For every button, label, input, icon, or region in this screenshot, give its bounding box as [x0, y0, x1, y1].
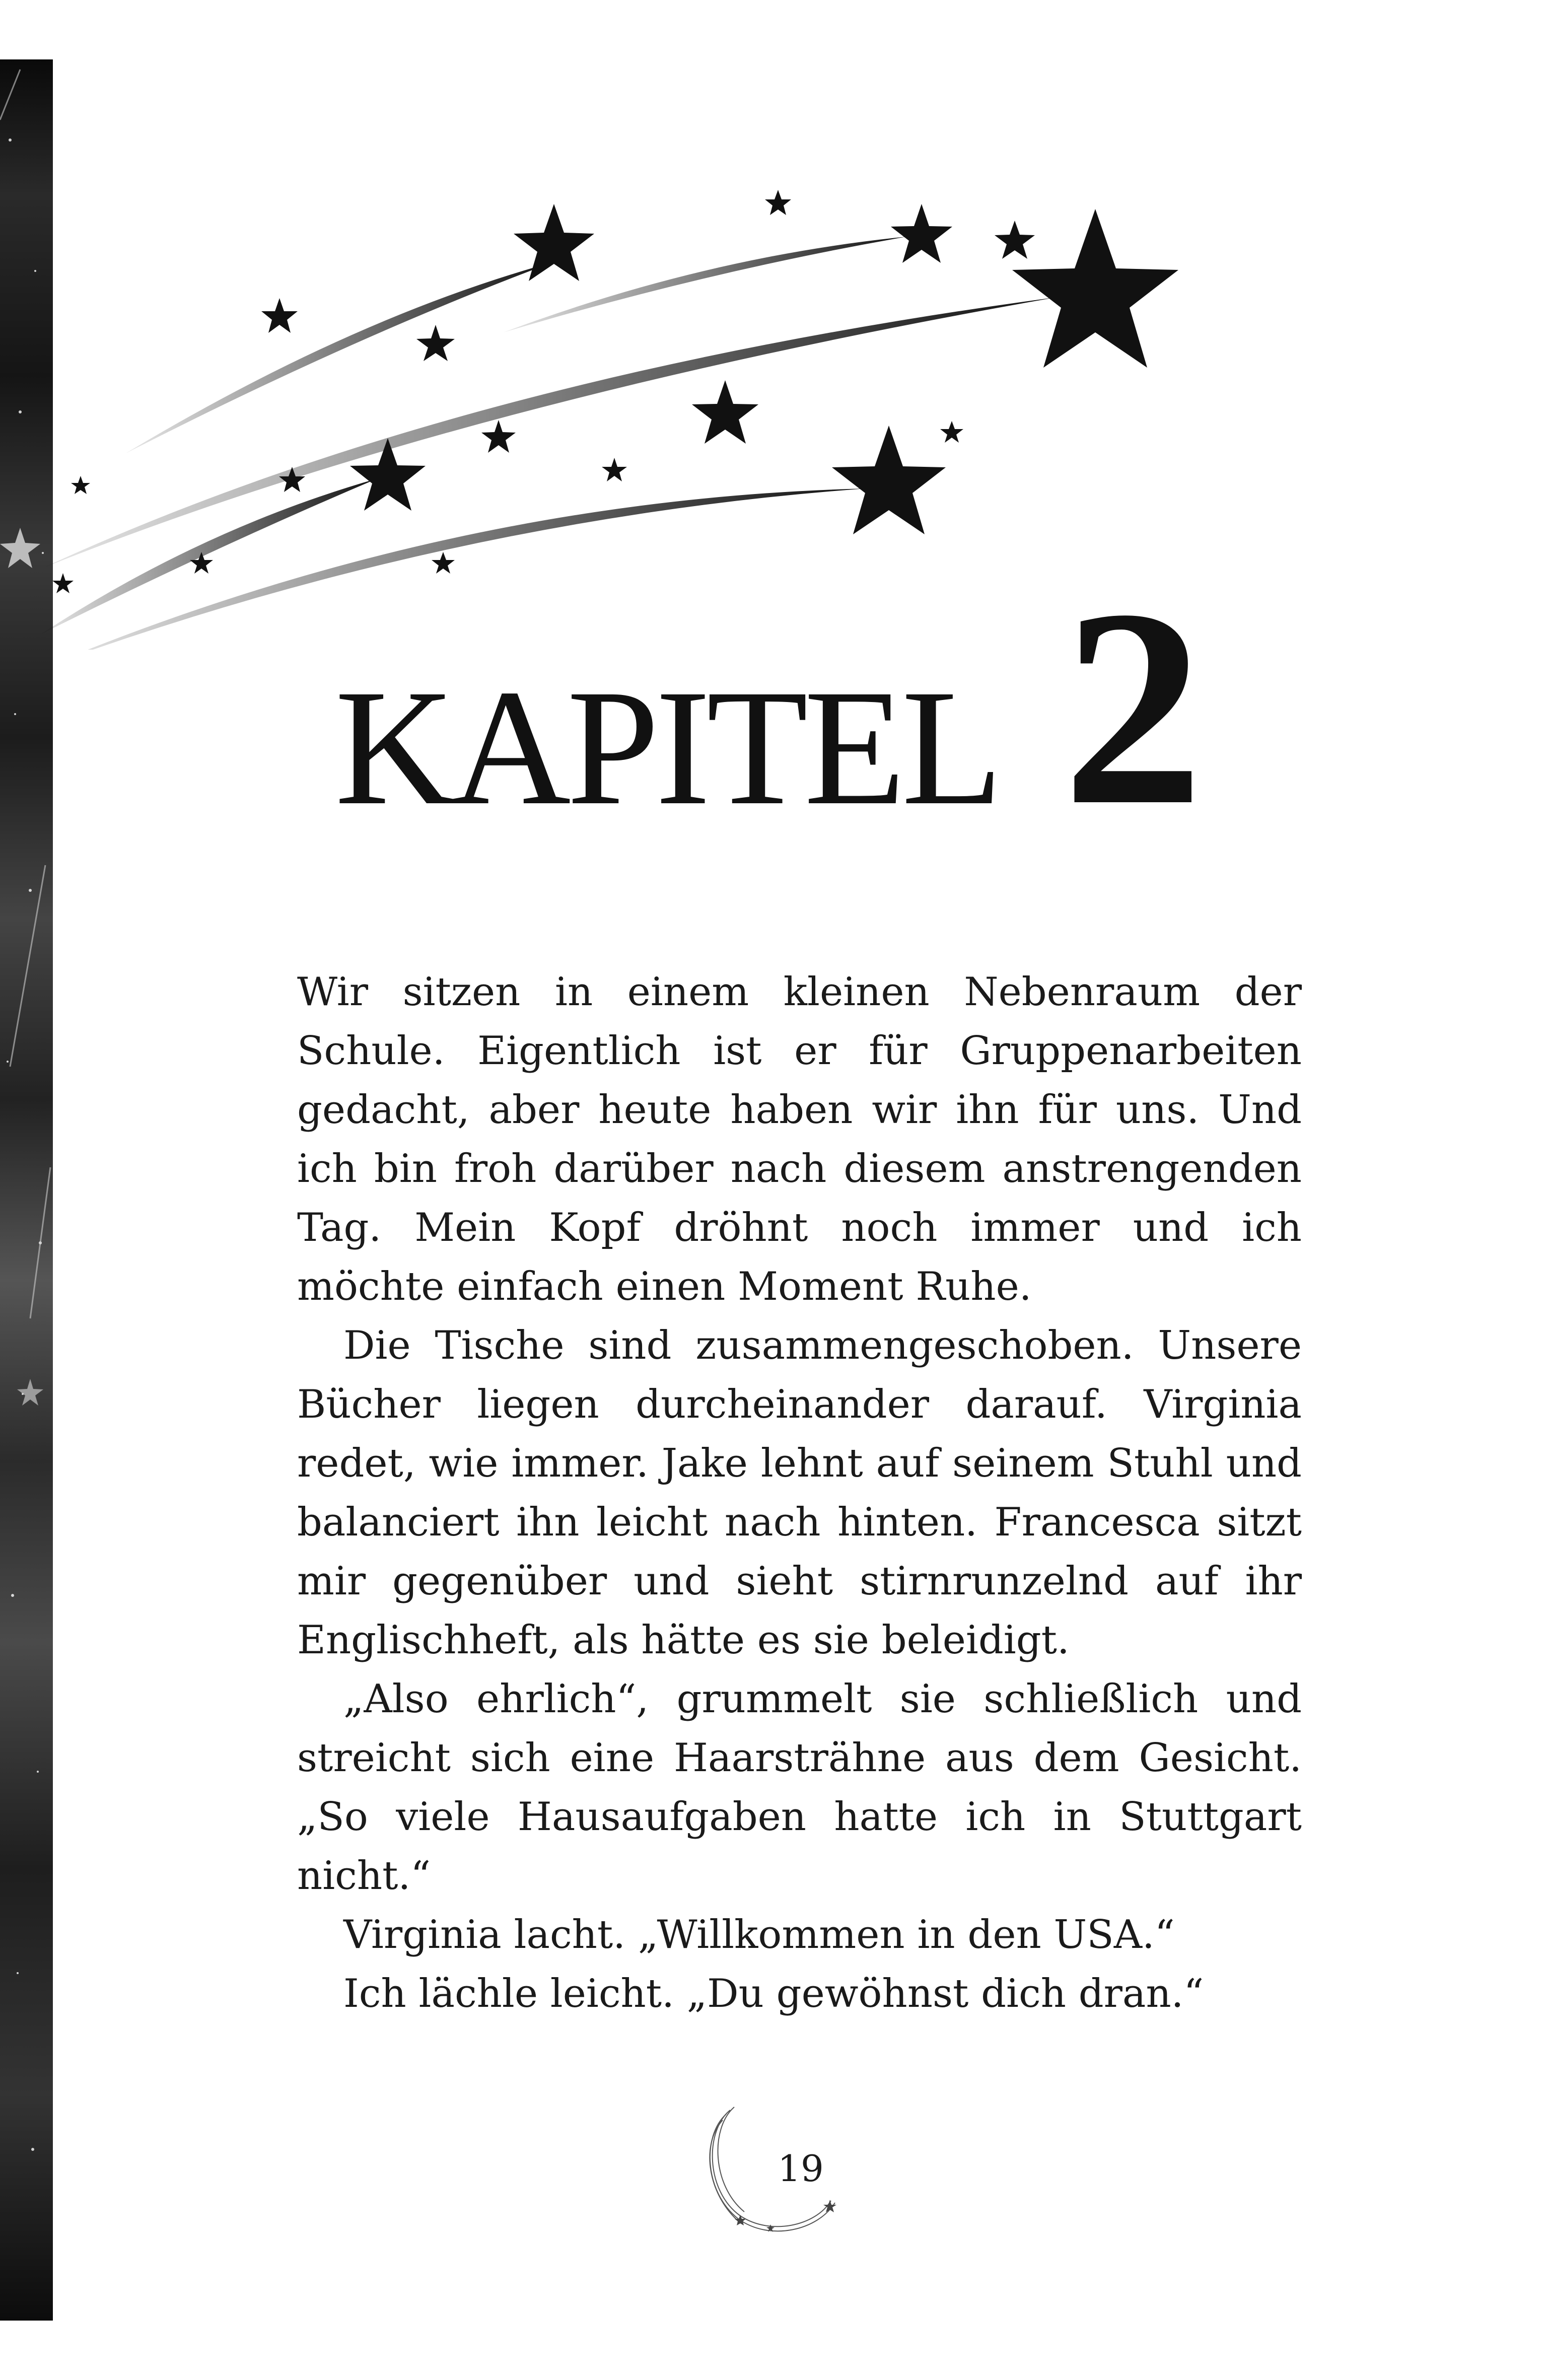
page-number: 19	[778, 2147, 824, 2190]
paragraph: Die Tische sind zusammengeschoben. Unsere Bücher liegen durcheinander darauf. Virginia redet, wie immer. Jake lehnt auf seinem Stuhl und balanciert ihn leicht nach hinten. Francesca sitzt mir gegenüber und sieht stirnrunzelnd auf ihr Englischheft, als hätte es sie beleidigt.	[297, 1323, 1302, 1663]
chapter-body	[297, 963, 1302, 2023]
chapter-number: 2	[1063, 551, 1204, 864]
chapter-title: KAPITEL	[335, 656, 999, 839]
paragraph: Virginia lacht. „Willkommen in den USA.“	[343, 1912, 1175, 1957]
paragraph: Ich lächle leicht. „Du gewöhnst dich dran.“	[343, 1971, 1204, 2016]
paragraph: „Also ehrlich“, grummelt sie schließlich und streicht sich eine Haarsträhne aus dem Gesicht. „So viele Hausaufgaben hatte ich in Stuttgart nicht.“	[297, 1676, 1302, 1899]
page-footer	[695, 2100, 906, 2241]
shooting-stars-icon	[0, 166, 1209, 650]
paragraph: Wir sitzen in einem kleinen Nebenraum der Schule. Eigentlich ist er für Gruppenarbeiten gedacht, aber heute haben wir ihn für uns. Und ich bin froh darüber nach diesem anstrengenden Tag. Mein Kopf dröhnt noch immer und ich möchte einfach einen Moment Ruhe.	[297, 969, 1302, 1309]
